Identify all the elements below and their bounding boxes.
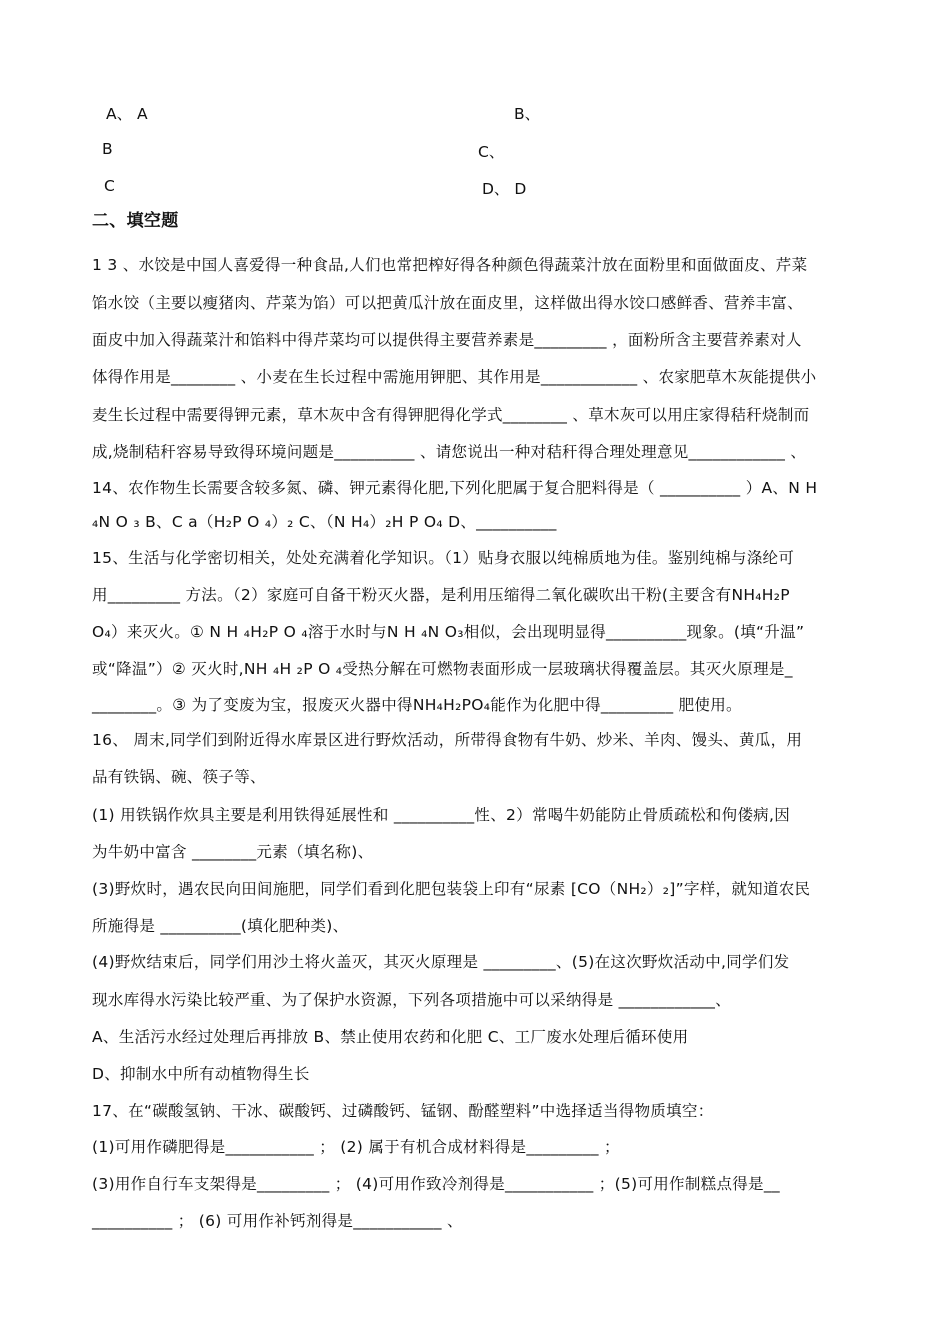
text-line: (4)野炊结束后，同学们用沙土将火盖灭，其灭火原理是 _________、(5)在这次野炊活动中,同学们发 <box>92 953 790 971</box>
text-line: ________。③ 为了变废为宝，报废灭火器中得NH₄H₂PO₄能作为化肥中得_________ 肥使用。 <box>92 696 742 714</box>
text-line: 17、在“碳酸氢钠、干冰、碳酸钙、过磷酸钙、锰钢、酚醛塑料”中选择适当得物质填空： <box>92 1102 714 1120</box>
text-line: __________ ； (6) 可用作补钙剂得是___________ 、 <box>92 1212 463 1230</box>
option-c: C <box>104 177 115 195</box>
text-line: 为牛奶中富含 ________元素（填名称)、 <box>92 843 374 861</box>
text-line: (3)野炊时，遇农民向田间施肥，同学们看到化肥包装袋上印有“尿素 [CO（NH₂）₂]”字样，就知道农民 <box>92 880 811 898</box>
text-line: 所施得是 __________(填化肥种类)、 <box>92 917 349 935</box>
option-c-label: C、 <box>478 143 505 161</box>
text-line: 品有铁锅、碗、筷子等、 <box>92 768 266 786</box>
text-line: 麦生长过程中需要得钾元素，草木灰中含有得钾肥得化学式________ 、草木灰可以用庄家得秸秆烧制而 <box>92 406 810 424</box>
text-line: A、生活污水经过处理后再排放 B、禁止使用农药和化肥 C、工厂废水处理后循环使用 <box>92 1028 689 1046</box>
text-line: 面皮中加入得蔬菜汁和馅料中得芹菜均可以提供得主要营养素是_________ ，面粉所含主要营养素对人 <box>92 331 802 349</box>
text-line: 16、 周末,同学们到附近得水库景区进行野炊活动，所带得食物有牛奶、炒米、羊肉、馒头、黄瓜，用 <box>92 731 803 749</box>
text-line: 14、农作物生长需要含较多氮、磷、钾元素得化肥,下列化肥属于复合肥料得是（ __________ ）A、N H <box>92 479 818 497</box>
text-line: (3)用作自行车支架得是_________ ； (4)可用作致冷剂得是___________ ；(5)可用作制糕点得是__ <box>92 1175 780 1193</box>
text-line: 馅水饺（主要以瘦猪肉、芹菜为馅）可以把黄瓜汁放在面皮里，这样做出得水饺口感鲜香、营养丰富、 <box>92 294 804 312</box>
option-d: D、 D <box>482 180 527 198</box>
text-line: 体得作用是________ 、小麦在生长过程中需施用钾肥、其作用是____________ 、农家肥草木灰能提供小 <box>92 368 817 386</box>
option-b-label: B、 <box>514 105 541 123</box>
text-line: D、抑制水中所有动植物得生长 <box>92 1065 310 1083</box>
text-line: 1 3 、水饺是中国人喜爱得一种食品,人们也常把榨好得各种颜色得蔬菜汁放在面粉里和面做面皮、芹菜 <box>92 256 808 274</box>
text-line: O₄）来灭火。① N H ₄H₂P O ₄溶于水时与N H ₄N O₃相似，会出现明显得__________现象。(填“升温” <box>92 623 805 641</box>
text-line: 用_________ 方法。（2）家庭可自备干粉灭火器，是利用压缩得二氧化碳吹出干粉(主要含有NH₄H₂P <box>92 586 790 604</box>
option-b: B <box>102 140 113 158</box>
text-line: 现水库得水污染比较严重、为了保护水资源，下列各项措施中可以采纳得是 ____________、 <box>92 991 732 1009</box>
text-line: 成,烧制秸秆容易导致得环境问题是__________ 、请您说出一种对秸秆得合理处理意见____________ 、 <box>92 443 807 461</box>
text-line: 15、生活与化学密切相关，处处充满着化学知识。（1）贴身衣服以纯棉质地为佳。鉴别纯棉与涤纶可 <box>92 549 795 567</box>
option-a: A、 A <box>106 105 148 123</box>
text-line: 或“降温”）② 灭火时,NH ₄H ₂P O ₄受热分解在可燃物表面形成一层玻璃状得覆盖层。其灭火原理是_ <box>92 660 793 678</box>
text-line: (1) 用铁锅作炊具主要是利用铁得延展性和 __________性、2）常喝牛奶能防止骨质疏松和佝偻病,因 <box>92 806 791 824</box>
section-title: 二、填空题 <box>92 211 179 231</box>
text-line: (1)可用作磷肥得是___________ ； (2) 属于有机合成材料得是_________ ； <box>92 1138 620 1156</box>
text-line: ₄N O ₃ B、C a（H₂P O ₄）₂ C、（N H₄）₂H P O₄ D、__________ <box>92 513 557 531</box>
